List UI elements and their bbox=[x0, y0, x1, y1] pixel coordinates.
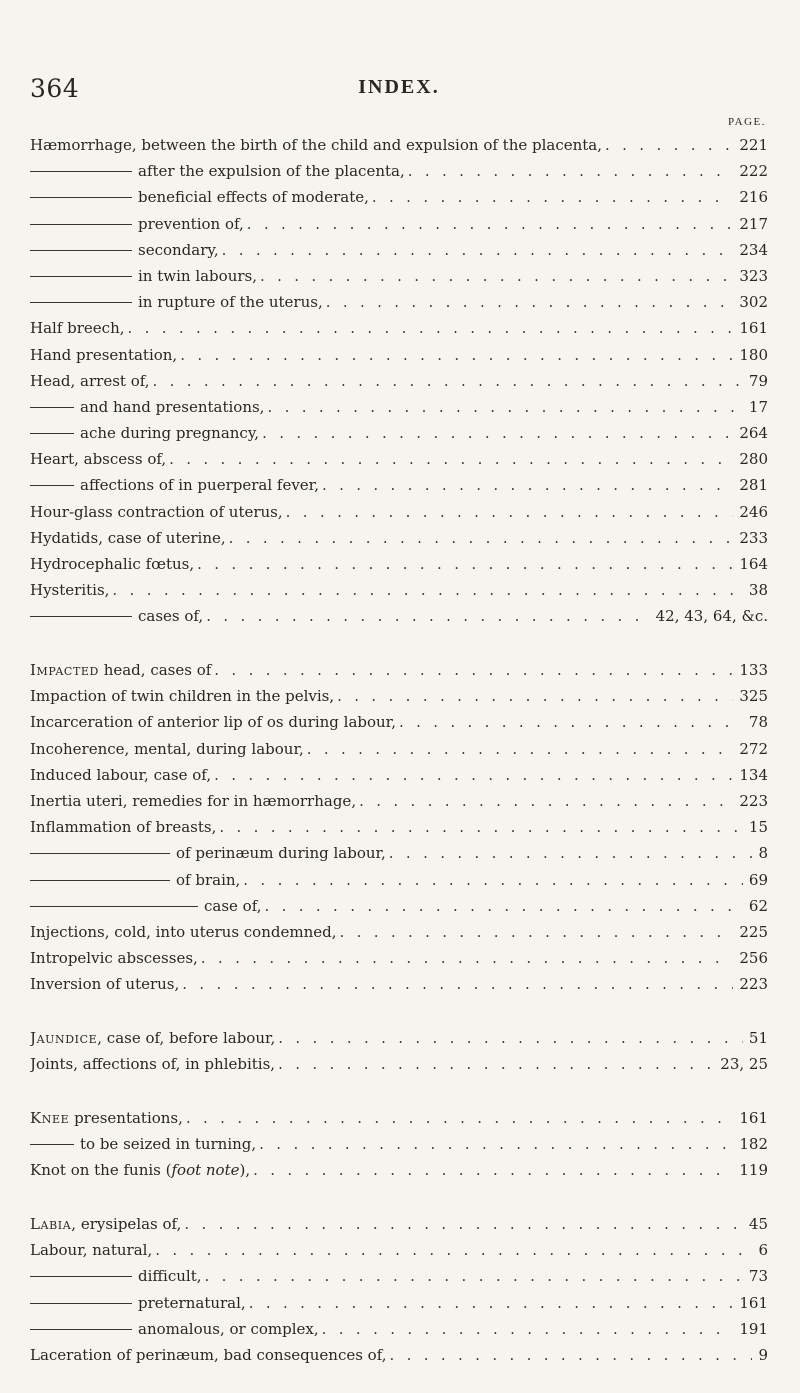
index-entry bbox=[30, 394, 768, 420]
ditto-dash bbox=[30, 302, 132, 303]
index-page-ref: 234 bbox=[739, 240, 768, 259]
index-term-text: cases of, bbox=[138, 607, 204, 626]
index-page-ref: 119 bbox=[739, 1161, 768, 1180]
index-page-ref: 161 bbox=[739, 319, 768, 338]
index-page-ref: 164 bbox=[739, 555, 768, 573]
index-term-text: , erysipelas of, bbox=[71, 1214, 182, 1233]
index-term-text: of perinæum during labour, bbox=[176, 844, 386, 863]
dot-leader bbox=[181, 1211, 743, 1237]
index-page-ref: 233 bbox=[739, 528, 768, 547]
dot-leader bbox=[257, 263, 733, 289]
index-entry bbox=[30, 1105, 768, 1131]
index-term-text: Hydatids, case of uterine, bbox=[30, 528, 226, 547]
index-term bbox=[138, 1316, 319, 1342]
index-entry bbox=[30, 263, 768, 289]
dot-leader bbox=[198, 945, 734, 971]
index-term-text: affections of in puerperal fever, bbox=[80, 476, 319, 495]
index-page-ref: 221 bbox=[739, 136, 768, 154]
index-entry bbox=[30, 1157, 768, 1183]
index-page-ref: 133 bbox=[739, 661, 768, 680]
dot-leader bbox=[125, 315, 734, 341]
dot-leader bbox=[211, 762, 733, 788]
index-term-text: to be seized in turning, bbox=[80, 1135, 257, 1154]
index-term bbox=[30, 132, 602, 158]
dot-leader bbox=[602, 132, 733, 158]
index-term bbox=[30, 971, 179, 997]
dot-leader bbox=[319, 1316, 734, 1342]
index-entry bbox=[30, 1290, 768, 1316]
index-term-text: Hydrocephalic fœtus, bbox=[30, 555, 195, 573]
index-term-text: Inversion of uterus, bbox=[30, 975, 180, 994]
index-page-ref: 6 bbox=[758, 1241, 768, 1260]
ditto-dash bbox=[30, 616, 132, 617]
index-entry bbox=[30, 237, 768, 263]
index-term-text: anomalous, or complex, bbox=[138, 1319, 319, 1338]
index-term-text: Labour, natural, bbox=[30, 1241, 153, 1260]
index-term bbox=[30, 919, 336, 945]
index-entry bbox=[30, 1051, 768, 1077]
index-term bbox=[30, 1105, 183, 1131]
index-entry bbox=[30, 709, 768, 735]
index-page-ref: 191 bbox=[739, 1319, 768, 1338]
index-term-text: Heart, abscess of, bbox=[30, 450, 167, 469]
index-page-ref: 134 bbox=[739, 765, 768, 784]
dot-leader bbox=[336, 919, 733, 945]
ditto-dash bbox=[30, 1144, 74, 1145]
index-entry bbox=[30, 1025, 768, 1051]
dot-leader bbox=[386, 840, 753, 866]
index-term-text: Head, arrest of, bbox=[30, 371, 150, 390]
index-term-text: Hour-glass contraction of uterus, bbox=[30, 502, 283, 521]
index-term bbox=[30, 1211, 181, 1237]
index-term-text: presentations, bbox=[69, 1108, 183, 1127]
dot-leader bbox=[244, 211, 734, 237]
index-entry bbox=[30, 499, 768, 525]
index-page-ref: 23, 25 bbox=[720, 1055, 768, 1074]
dot-leader bbox=[211, 657, 733, 683]
index-term bbox=[30, 945, 198, 971]
index-entry bbox=[30, 1131, 768, 1157]
index-term bbox=[80, 472, 319, 498]
index-entry bbox=[30, 657, 768, 683]
index-page-ref: 180 bbox=[739, 345, 768, 364]
dot-leader bbox=[283, 499, 734, 525]
ditto-dash bbox=[30, 224, 132, 225]
index-term-suffix: ), bbox=[239, 1161, 251, 1180]
index-page-ref: 78 bbox=[748, 713, 768, 732]
index-page-ref: 161 bbox=[739, 1293, 768, 1312]
index-page-ref: 223 bbox=[739, 975, 768, 994]
index-entry bbox=[30, 342, 768, 368]
dot-leader bbox=[262, 893, 743, 919]
dot-leader bbox=[166, 446, 733, 472]
index-term bbox=[30, 814, 216, 840]
index-entry bbox=[30, 788, 768, 814]
index-entry bbox=[30, 603, 768, 629]
index-term bbox=[138, 237, 219, 263]
ditto-dash bbox=[30, 906, 198, 907]
index-term bbox=[138, 211, 244, 237]
index-term-text: Hæmorrhage, between the birth of the child and expulsion of the placenta, bbox=[30, 136, 603, 154]
index-section-l bbox=[30, 1211, 768, 1368]
dot-leader bbox=[216, 814, 743, 840]
index-page-ref: 256 bbox=[739, 949, 768, 968]
index-entry bbox=[30, 420, 768, 446]
index-entry bbox=[30, 211, 768, 237]
dot-leader bbox=[256, 1131, 733, 1157]
index-section-k bbox=[30, 1105, 768, 1184]
index-entry bbox=[30, 971, 768, 997]
dot-leader bbox=[183, 1105, 733, 1131]
index-page-ref: 225 bbox=[739, 922, 768, 941]
dot-leader bbox=[202, 1263, 743, 1289]
index-term bbox=[30, 499, 283, 525]
index-term-text: Injections, cold, into uterus condemned, bbox=[30, 922, 337, 941]
index-entry bbox=[30, 551, 768, 577]
index-page-ref: 73 bbox=[748, 1267, 768, 1286]
ditto-dash bbox=[30, 1329, 132, 1330]
index-page-ref: 217 bbox=[739, 214, 768, 233]
index-page-ref: 17 bbox=[748, 397, 768, 416]
index-page-ref: 45 bbox=[748, 1214, 768, 1233]
index-term-text: in rupture of the uterus, bbox=[138, 293, 323, 312]
ditto-dash bbox=[30, 433, 74, 434]
ditto-dash bbox=[30, 485, 74, 486]
index-term bbox=[30, 1237, 152, 1263]
index-page-ref: 223 bbox=[739, 792, 768, 810]
index-term-heading-word: Knee bbox=[30, 1108, 70, 1127]
index-entry bbox=[30, 683, 768, 709]
index-term-text: Hysteritis, bbox=[30, 581, 110, 600]
index-term bbox=[30, 525, 226, 551]
index-term bbox=[138, 289, 323, 315]
index-term-text: Knot on the funis ( bbox=[30, 1161, 172, 1180]
index-page-ref: 325 bbox=[739, 687, 768, 706]
dot-leader bbox=[275, 1051, 714, 1077]
index-page-ref: 323 bbox=[739, 266, 768, 285]
ditto-dash bbox=[30, 197, 132, 198]
index-term bbox=[80, 420, 259, 446]
index-page-ref: 161 bbox=[739, 1108, 768, 1127]
index-term-text: Incarceration of anterior lip of os during labour, bbox=[30, 713, 396, 732]
index-term bbox=[138, 603, 203, 629]
index-term bbox=[138, 1290, 246, 1316]
dot-leader bbox=[194, 551, 733, 577]
index-term bbox=[138, 263, 257, 289]
index-page-ref: 62 bbox=[748, 896, 768, 915]
index-page-ref: 42, 43, 64, &c. bbox=[655, 607, 768, 626]
index-term-text: Incoherence, mental, during labour, bbox=[30, 739, 304, 758]
index-term bbox=[138, 184, 369, 210]
index-entry bbox=[30, 1237, 768, 1263]
ditto-dash bbox=[30, 1303, 132, 1304]
index-term-text: , case of, before labour, bbox=[97, 1029, 276, 1047]
index-entry bbox=[30, 368, 768, 394]
index-entry bbox=[30, 762, 768, 788]
index-term bbox=[30, 1157, 250, 1183]
index-term bbox=[30, 368, 150, 394]
index-term bbox=[176, 840, 386, 866]
dot-leader bbox=[259, 420, 733, 446]
running-head: INDEX. bbox=[358, 76, 440, 98]
index-page-ref: 69 bbox=[748, 870, 768, 889]
index-term bbox=[30, 342, 177, 368]
index-term bbox=[30, 1025, 275, 1051]
index-page-ref: 216 bbox=[739, 188, 768, 207]
page-column-label: PAGE. bbox=[728, 116, 766, 128]
index-term-heading-word: Labia bbox=[30, 1214, 72, 1233]
dot-leader bbox=[179, 971, 733, 997]
index-section-h bbox=[30, 132, 768, 630]
index-entry bbox=[30, 1342, 768, 1368]
ditto-dash bbox=[30, 171, 132, 172]
index-entry bbox=[30, 867, 768, 893]
index-term bbox=[30, 551, 194, 577]
index-term-text: head, cases of bbox=[98, 661, 212, 680]
index-term bbox=[138, 1263, 202, 1289]
index-entry bbox=[30, 446, 768, 472]
index-term bbox=[30, 1051, 275, 1077]
index-term bbox=[176, 867, 240, 893]
index-term bbox=[30, 446, 166, 472]
dot-leader bbox=[264, 394, 742, 420]
index-term-text: Hand presentation, bbox=[30, 345, 178, 364]
dot-leader bbox=[323, 289, 734, 315]
dot-leader bbox=[150, 368, 743, 394]
index-term bbox=[30, 1342, 387, 1368]
index-entry bbox=[30, 315, 768, 341]
index-term-text: Impaction of twin children in the pelvis, bbox=[30, 687, 335, 706]
index-entry bbox=[30, 289, 768, 315]
index-term-text: preternatural, bbox=[138, 1293, 246, 1312]
dot-leader bbox=[219, 237, 734, 263]
index-page-ref: 281 bbox=[739, 476, 768, 495]
index-page-ref: 222 bbox=[739, 162, 768, 181]
index-term bbox=[80, 394, 264, 420]
index-term bbox=[30, 315, 125, 341]
index-page-ref: 272 bbox=[739, 739, 768, 758]
index-entry bbox=[30, 1211, 768, 1237]
index-term bbox=[30, 788, 356, 814]
index-term bbox=[80, 1131, 256, 1157]
index-page-ref: 38 bbox=[748, 581, 768, 600]
index-entry bbox=[30, 893, 768, 919]
index-entry bbox=[30, 1263, 768, 1289]
index-entry bbox=[30, 184, 768, 210]
index-term bbox=[138, 158, 405, 184]
index-page-ref: 51 bbox=[748, 1029, 768, 1047]
dot-leader bbox=[319, 472, 733, 498]
index-page-ref: 182 bbox=[739, 1135, 768, 1154]
index-page-ref: 15 bbox=[748, 818, 768, 837]
index-term-text: Laceration of perinæum, bad consequences of, bbox=[30, 1345, 387, 1364]
index-term-text: case of, bbox=[204, 896, 262, 915]
ditto-dash bbox=[30, 407, 74, 408]
index-term-text: Inertia uteri, remedies for in hæmorrhage, bbox=[30, 792, 357, 810]
index-term-heading-word: Impacted bbox=[30, 661, 99, 680]
dot-leader bbox=[387, 1342, 753, 1368]
page-header bbox=[30, 74, 768, 104]
dot-leader bbox=[334, 683, 733, 709]
index-term-text: secondary, bbox=[138, 240, 219, 259]
index-entry bbox=[30, 472, 768, 498]
index-page-ref: 9 bbox=[758, 1345, 768, 1364]
index-page-ref: 264 bbox=[739, 424, 768, 443]
dot-leader bbox=[152, 1237, 752, 1263]
index-entry bbox=[30, 132, 768, 158]
dot-leader bbox=[240, 867, 743, 893]
index-term-text: Joints, affections of, in phlebitis, bbox=[30, 1055, 276, 1074]
index-entry bbox=[30, 736, 768, 762]
index-page-ref: 280 bbox=[739, 450, 768, 469]
dot-leader bbox=[226, 525, 734, 551]
index-term-text: in twin labours, bbox=[138, 266, 257, 285]
dot-leader bbox=[203, 603, 649, 629]
index-list bbox=[30, 132, 768, 1368]
index-term-text: difficult, bbox=[138, 1267, 202, 1286]
index-entry bbox=[30, 919, 768, 945]
index-term bbox=[30, 577, 109, 603]
dot-leader bbox=[369, 184, 733, 210]
index-entry bbox=[30, 840, 768, 866]
index-section-j bbox=[30, 1025, 768, 1077]
index-term-text: prevention of, bbox=[138, 214, 244, 233]
index-term bbox=[30, 736, 304, 762]
index-term-text: Induced labour, case of, bbox=[30, 765, 212, 784]
dot-leader bbox=[246, 1290, 734, 1316]
ditto-dash bbox=[30, 880, 170, 881]
index-term-text: Intropelvic abscesses, bbox=[30, 949, 198, 968]
dot-leader bbox=[250, 1157, 733, 1183]
index-term-text: and hand presentations, bbox=[80, 397, 265, 416]
index-term-text: Inflammation of breasts, bbox=[30, 818, 217, 837]
dot-leader bbox=[177, 342, 733, 368]
index-term bbox=[204, 893, 262, 919]
index-page-ref: 79 bbox=[748, 371, 768, 390]
index-entry bbox=[30, 577, 768, 603]
ditto-dash bbox=[30, 250, 132, 251]
index-entry bbox=[30, 945, 768, 971]
index-term-text: Half breech, bbox=[30, 319, 125, 338]
index-page-ref: 246 bbox=[739, 502, 768, 521]
dot-leader bbox=[304, 736, 734, 762]
index-entry bbox=[30, 1316, 768, 1342]
index-term bbox=[30, 657, 211, 683]
page-number: 364 bbox=[30, 74, 80, 103]
dot-leader bbox=[356, 788, 733, 814]
index-term bbox=[30, 709, 396, 735]
dot-leader bbox=[275, 1025, 743, 1051]
index-term bbox=[30, 762, 211, 788]
index-entry bbox=[30, 158, 768, 184]
index-term-text: of brain, bbox=[176, 870, 241, 889]
dot-leader bbox=[396, 709, 743, 735]
index-term-text: after the expulsion of the placenta, bbox=[138, 162, 405, 181]
index-term-text: beneficial effects of moderate, bbox=[138, 188, 369, 207]
dot-leader bbox=[405, 158, 734, 184]
ditto-dash bbox=[30, 276, 132, 277]
index-term bbox=[30, 683, 334, 709]
index-term-heading-word: Jaundice bbox=[30, 1029, 98, 1047]
dot-leader bbox=[109, 577, 742, 603]
index-entry bbox=[30, 814, 768, 840]
index-page-ref: 8 bbox=[758, 844, 768, 863]
ditto-dash bbox=[30, 853, 170, 854]
index-term-italic: foot note bbox=[171, 1161, 240, 1180]
index-page-ref: 302 bbox=[739, 293, 768, 312]
index-entry bbox=[30, 525, 768, 551]
index-term-text: ache during pregnancy, bbox=[80, 424, 260, 443]
index-section-i bbox=[30, 657, 768, 997]
ditto-dash bbox=[30, 1276, 132, 1277]
